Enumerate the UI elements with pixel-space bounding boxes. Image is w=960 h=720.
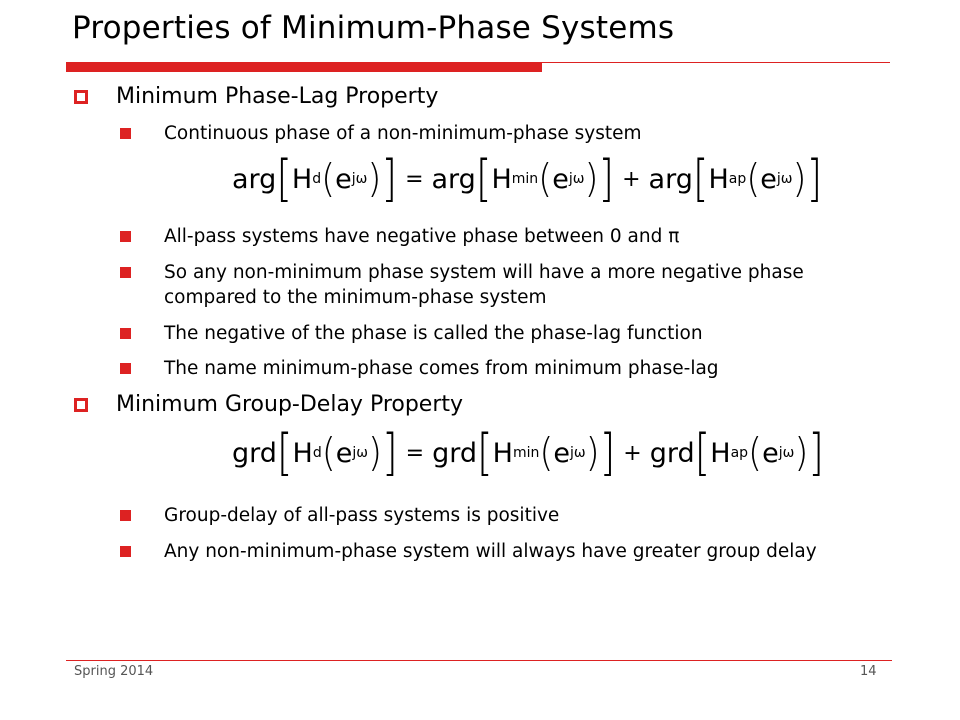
square-bullet-icon bbox=[120, 363, 131, 374]
footer-rule bbox=[66, 660, 892, 661]
bullet-item: Any non-minimum-phase system will always have greater group delay bbox=[120, 539, 900, 564]
title-underline-thin bbox=[542, 62, 890, 63]
bullet-item: Continuous phase of a non-minimum-phase system bbox=[120, 121, 900, 146]
equation-phase: arg [ H d ( e jω ) ] = arg [ H min ( e jω ) ] + arg [ H ap ( e jω ) ] bbox=[232, 150, 823, 208]
bullet-item: Group-delay of all-pass systems is positive bbox=[120, 503, 900, 528]
square-bullet-icon bbox=[120, 546, 131, 557]
section-heading-phase-lag: Minimum Phase-Lag Property bbox=[74, 84, 438, 109]
square-bullet-icon bbox=[120, 267, 131, 278]
bullet-item: The name minimum-phase comes from minimum phase-lag bbox=[120, 356, 900, 381]
slide-title: Properties of Minimum-Phase Systems bbox=[72, 10, 675, 46]
square-bullet-icon bbox=[120, 328, 131, 339]
square-bullet-icon bbox=[120, 128, 131, 139]
hollow-square-bullet-icon bbox=[74, 398, 88, 412]
title-underline-thick bbox=[66, 62, 542, 72]
bullet-item: All-pass systems have negative phase between 0 and π bbox=[120, 224, 900, 249]
page-number: 14 bbox=[860, 664, 877, 679]
section-heading-group-delay: Minimum Group-Delay Property bbox=[74, 392, 463, 417]
bullet-item: So any non-minimum phase system will have a more negative phase compared to the minimum-phase system bbox=[120, 260, 900, 310]
square-bullet-icon bbox=[120, 231, 131, 242]
bullet-item: The negative of the phase is called the phase-lag function bbox=[120, 321, 900, 346]
square-bullet-icon bbox=[120, 510, 131, 521]
equation-group-delay: grd [ H d ( e jω ) ] = grd [ H min ( e jω ) ] + grd [ H ap ( e jω ) ] bbox=[232, 424, 824, 482]
footer-date: Spring 2014 bbox=[74, 664, 154, 679]
hollow-square-bullet-icon bbox=[74, 90, 88, 104]
